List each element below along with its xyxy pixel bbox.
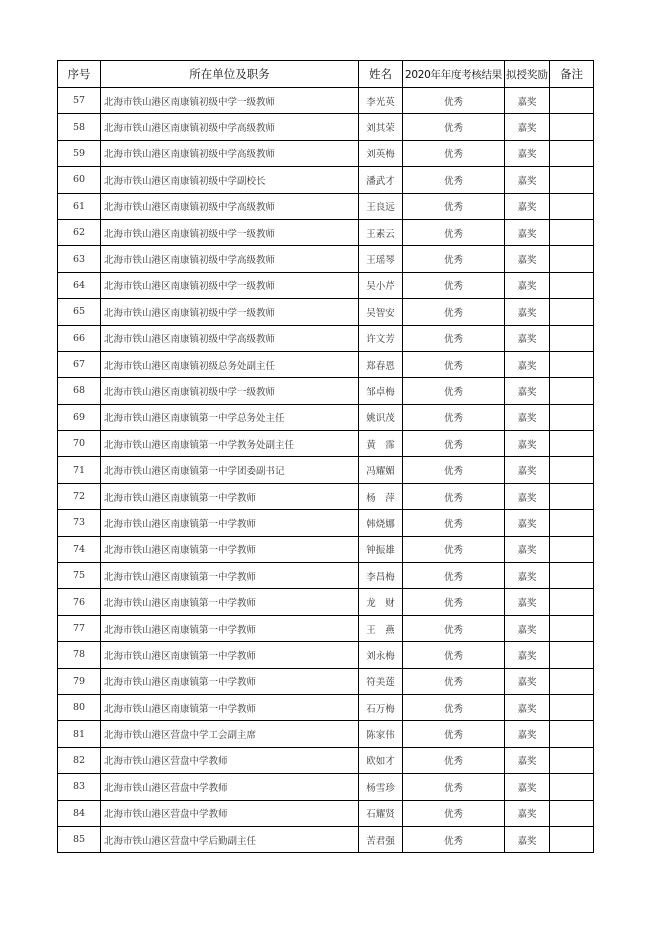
row-serial: 68: [58, 378, 101, 404]
row-assessment-result: 优秀: [403, 774, 505, 800]
row-name: 石万梅: [359, 694, 403, 720]
row-remarks: [550, 668, 594, 694]
row-name: 王素云: [359, 219, 403, 245]
row-serial: 70: [58, 431, 101, 457]
row-name: 冯耀媚: [359, 457, 403, 483]
row-serial: 58: [58, 114, 101, 140]
row-remarks: [550, 694, 594, 720]
row-remarks: [550, 826, 594, 852]
table-body: [58, 88, 594, 853]
table-row: [58, 483, 594, 509]
table-row: [58, 642, 594, 668]
row-assessment-result: 优秀: [403, 167, 505, 193]
row-name: 刘其荣: [359, 114, 403, 140]
row-serial: 77: [58, 615, 101, 641]
row-unit-position: 北海市铁山港区营盘中学工会副主席: [101, 721, 359, 747]
row-proposed-award: 嘉奖: [505, 642, 550, 668]
table-row: [58, 694, 594, 720]
row-proposed-award: 嘉奖: [505, 219, 550, 245]
row-serial: 79: [58, 668, 101, 694]
row-proposed-award: 嘉奖: [505, 774, 550, 800]
table-row: [58, 114, 594, 140]
row-remarks: [550, 536, 594, 562]
row-remarks: [550, 800, 594, 826]
row-assessment-result: 优秀: [403, 351, 505, 377]
row-proposed-award: 嘉奖: [505, 272, 550, 298]
row-name: 许文芳: [359, 325, 403, 351]
row-name: 李光英: [359, 88, 403, 114]
table-row: [58, 826, 594, 852]
row-unit-position: 北海市铁山港区南康镇初级中学高级教师: [101, 193, 359, 219]
row-proposed-award: 嘉奖: [505, 510, 550, 536]
header-name: 姓名: [359, 61, 403, 88]
row-name: 符美莲: [359, 668, 403, 694]
row-unit-position: 北海市铁山港区南康镇初级中学高级教师: [101, 325, 359, 351]
row-remarks: [550, 589, 594, 615]
row-unit-position: 北海市铁山港区南康镇初级中学一级教师: [101, 88, 359, 114]
table-row: [58, 325, 594, 351]
row-remarks: [550, 299, 594, 325]
row-unit-position: 北海市铁山港区南康镇第一中学教师: [101, 615, 359, 641]
row-proposed-award: 嘉奖: [505, 378, 550, 404]
row-proposed-award: 嘉奖: [505, 721, 550, 747]
row-remarks: [550, 483, 594, 509]
row-proposed-award: 嘉奖: [505, 563, 550, 589]
row-proposed-award: 嘉奖: [505, 457, 550, 483]
row-unit-position: 北海市铁山港区南康镇第一中学教师: [101, 589, 359, 615]
header-row: [58, 61, 594, 88]
row-remarks: [550, 404, 594, 430]
row-name: 刘英梅: [359, 140, 403, 166]
row-serial: 83: [58, 774, 101, 800]
row-name: 杨雪珍: [359, 774, 403, 800]
row-assessment-result: 优秀: [403, 536, 505, 562]
row-unit-position: 北海市铁山港区南康镇第一中学教师: [101, 694, 359, 720]
row-assessment-result: 优秀: [403, 615, 505, 641]
row-assessment-result: 优秀: [403, 325, 505, 351]
row-name: 郑春恩: [359, 351, 403, 377]
header-remarks: 备注: [550, 61, 594, 88]
row-serial: 64: [58, 272, 101, 298]
row-serial: 59: [58, 140, 101, 166]
row-name: 龙 财: [359, 589, 403, 615]
row-assessment-result: 优秀: [403, 114, 505, 140]
row-assessment-result: 优秀: [403, 219, 505, 245]
row-proposed-award: 嘉奖: [505, 114, 550, 140]
row-unit-position: 北海市铁山港区南康镇第一中学教师: [101, 563, 359, 589]
header-serial: 序号: [58, 61, 101, 88]
row-assessment-result: 优秀: [403, 299, 505, 325]
row-unit-position: 北海市铁山港区南康镇初级中学高级教师: [101, 140, 359, 166]
row-proposed-award: 嘉奖: [505, 694, 550, 720]
table-row: [58, 774, 594, 800]
row-unit-position: 北海市铁山港区南康镇初级中学一级教师: [101, 219, 359, 245]
row-serial: 76: [58, 589, 101, 615]
row-assessment-result: 优秀: [403, 800, 505, 826]
table-row: [58, 246, 594, 272]
row-serial: 85: [58, 826, 101, 852]
row-serial: 63: [58, 246, 101, 272]
row-remarks: [550, 351, 594, 377]
table-row: [58, 351, 594, 377]
row-assessment-result: 优秀: [403, 668, 505, 694]
row-serial: 74: [58, 536, 101, 562]
row-remarks: [550, 140, 594, 166]
table-row: [58, 219, 594, 245]
row-assessment-result: 优秀: [403, 88, 505, 114]
row-serial: 71: [58, 457, 101, 483]
row-remarks: [550, 510, 594, 536]
row-remarks: [550, 747, 594, 773]
table-row: [58, 404, 594, 430]
row-name: 石耀贤: [359, 800, 403, 826]
row-proposed-award: 嘉奖: [505, 404, 550, 430]
row-serial: 73: [58, 510, 101, 536]
row-remarks: [550, 378, 594, 404]
row-proposed-award: 嘉奖: [505, 299, 550, 325]
table-row: [58, 457, 594, 483]
row-name: 黄 霈: [359, 431, 403, 457]
row-assessment-result: 优秀: [403, 246, 505, 272]
header-assessment-result: 2020年年度考核结果: [403, 61, 505, 88]
row-assessment-result: 优秀: [403, 272, 505, 298]
row-name: 陈家伟: [359, 721, 403, 747]
table-row: [58, 272, 594, 298]
row-unit-position: 北海市铁山港区营盘中学教师: [101, 747, 359, 773]
table-row: [58, 615, 594, 641]
row-unit-position: 北海市铁山港区南康镇第一中学教师: [101, 536, 359, 562]
row-unit-position: 北海市铁山港区南康镇第一中学教务处副主任: [101, 431, 359, 457]
row-serial: 57: [58, 88, 101, 114]
row-serial: 65: [58, 299, 101, 325]
row-assessment-result: 优秀: [403, 404, 505, 430]
row-unit-position: 北海市铁山港区南康镇初级中学高级教师: [101, 114, 359, 140]
row-assessment-result: 优秀: [403, 140, 505, 166]
row-name: 吴智安: [359, 299, 403, 325]
row-serial: 78: [58, 642, 101, 668]
row-proposed-award: 嘉奖: [505, 589, 550, 615]
table-row: [58, 299, 594, 325]
row-proposed-award: 嘉奖: [505, 140, 550, 166]
table-row: [58, 193, 594, 219]
row-proposed-award: 嘉奖: [505, 167, 550, 193]
row-assessment-result: 优秀: [403, 747, 505, 773]
row-remarks: [550, 246, 594, 272]
row-unit-position: 北海市铁山港区南康镇第一中学总务处主任: [101, 404, 359, 430]
row-proposed-award: 嘉奖: [505, 826, 550, 852]
row-assessment-result: 优秀: [403, 431, 505, 457]
row-proposed-award: 嘉奖: [505, 246, 550, 272]
table-row: [58, 167, 594, 193]
row-unit-position: 北海市铁山港区南康镇初级总务处副主任: [101, 351, 359, 377]
row-name: 潘武才: [359, 167, 403, 193]
row-name: 钟振雄: [359, 536, 403, 562]
row-serial: 72: [58, 483, 101, 509]
row-name: 王良远: [359, 193, 403, 219]
row-name: 欧如才: [359, 747, 403, 773]
row-assessment-result: 优秀: [403, 589, 505, 615]
row-unit-position: 北海市铁山港区南康镇第一中学团委副书记: [101, 457, 359, 483]
row-unit-position: 北海市铁山港区营盘中学后勤副主任: [101, 826, 359, 852]
row-unit-position: 北海市铁山港区南康镇第一中学教师: [101, 668, 359, 694]
row-proposed-award: 嘉奖: [505, 483, 550, 509]
row-name: 姚识茂: [359, 404, 403, 430]
table-row: [58, 510, 594, 536]
row-name: 邹卓梅: [359, 378, 403, 404]
row-serial: 84: [58, 800, 101, 826]
row-remarks: [550, 642, 594, 668]
row-unit-position: 北海市铁山港区南康镇初级中学高级教师: [101, 246, 359, 272]
row-remarks: [550, 193, 594, 219]
table-row: [58, 563, 594, 589]
row-remarks: [550, 114, 594, 140]
row-proposed-award: 嘉奖: [505, 668, 550, 694]
row-name: 杨 萍: [359, 483, 403, 509]
row-unit-position: 北海市铁山港区南康镇初级中学一级教师: [101, 272, 359, 298]
row-name: 王瑶琴: [359, 246, 403, 272]
row-unit-position: 北海市铁山港区南康镇初级中学副校长: [101, 167, 359, 193]
row-assessment-result: 优秀: [403, 563, 505, 589]
row-unit-position: 北海市铁山港区南康镇第一中学教师: [101, 642, 359, 668]
row-name: 王 燕: [359, 615, 403, 641]
row-unit-position: 北海市铁山港区南康镇第一中学教师: [101, 510, 359, 536]
row-remarks: [550, 88, 594, 114]
table-row: [58, 668, 594, 694]
row-remarks: [550, 457, 594, 483]
row-serial: 69: [58, 404, 101, 430]
row-serial: 80: [58, 694, 101, 720]
row-assessment-result: 优秀: [403, 721, 505, 747]
row-assessment-result: 优秀: [403, 826, 505, 852]
row-remarks: [550, 167, 594, 193]
row-serial: 61: [58, 193, 101, 219]
row-serial: 82: [58, 747, 101, 773]
row-proposed-award: 嘉奖: [505, 325, 550, 351]
row-name: 苦君强: [359, 826, 403, 852]
table-row: [58, 378, 594, 404]
row-unit-position: 北海市铁山港区南康镇初级中学一级教师: [101, 299, 359, 325]
table-row: [58, 431, 594, 457]
row-unit-position: 北海市铁山港区南康镇初级中学一级教师: [101, 378, 359, 404]
row-remarks: [550, 325, 594, 351]
row-remarks: [550, 431, 594, 457]
row-proposed-award: 嘉奖: [505, 193, 550, 219]
row-serial: 60: [58, 167, 101, 193]
row-serial: 81: [58, 721, 101, 747]
row-name: 刘永梅: [359, 642, 403, 668]
table-row: [58, 536, 594, 562]
row-assessment-result: 优秀: [403, 483, 505, 509]
table-row: [58, 88, 594, 114]
row-remarks: [550, 219, 594, 245]
header-proposed-award: 拟授奖励: [505, 61, 550, 88]
row-assessment-result: 优秀: [403, 378, 505, 404]
row-proposed-award: 嘉奖: [505, 88, 550, 114]
row-proposed-award: 嘉奖: [505, 800, 550, 826]
row-remarks: [550, 563, 594, 589]
table-row: [58, 800, 594, 826]
row-assessment-result: 优秀: [403, 457, 505, 483]
row-serial: 66: [58, 325, 101, 351]
row-assessment-result: 优秀: [403, 193, 505, 219]
row-remarks: [550, 272, 594, 298]
row-serial: 62: [58, 219, 101, 245]
row-assessment-result: 优秀: [403, 642, 505, 668]
award-list-sheet: [57, 60, 594, 853]
row-proposed-award: 嘉奖: [505, 536, 550, 562]
row-proposed-award: 嘉奖: [505, 615, 550, 641]
row-assessment-result: 优秀: [403, 694, 505, 720]
row-serial: 75: [58, 563, 101, 589]
row-proposed-award: 嘉奖: [505, 431, 550, 457]
row-remarks: [550, 721, 594, 747]
row-remarks: [550, 774, 594, 800]
row-name: 李昌梅: [359, 563, 403, 589]
row-name: 韩烧娜: [359, 510, 403, 536]
table-row: [58, 721, 594, 747]
table-row: [58, 589, 594, 615]
award-table: [57, 60, 594, 853]
row-proposed-award: 嘉奖: [505, 351, 550, 377]
table-row: [58, 747, 594, 773]
row-unit-position: 北海市铁山港区营盘中学教师: [101, 774, 359, 800]
row-serial: 67: [58, 351, 101, 377]
row-unit-position: 北海市铁山港区营盘中学教师: [101, 800, 359, 826]
header-unit-position: 所在单位及职务: [101, 61, 359, 88]
row-unit-position: 北海市铁山港区南康镇第一中学教师: [101, 483, 359, 509]
row-name: 吴小芹: [359, 272, 403, 298]
row-remarks: [550, 615, 594, 641]
table-row: [58, 140, 594, 166]
row-assessment-result: 优秀: [403, 510, 505, 536]
row-proposed-award: 嘉奖: [505, 747, 550, 773]
